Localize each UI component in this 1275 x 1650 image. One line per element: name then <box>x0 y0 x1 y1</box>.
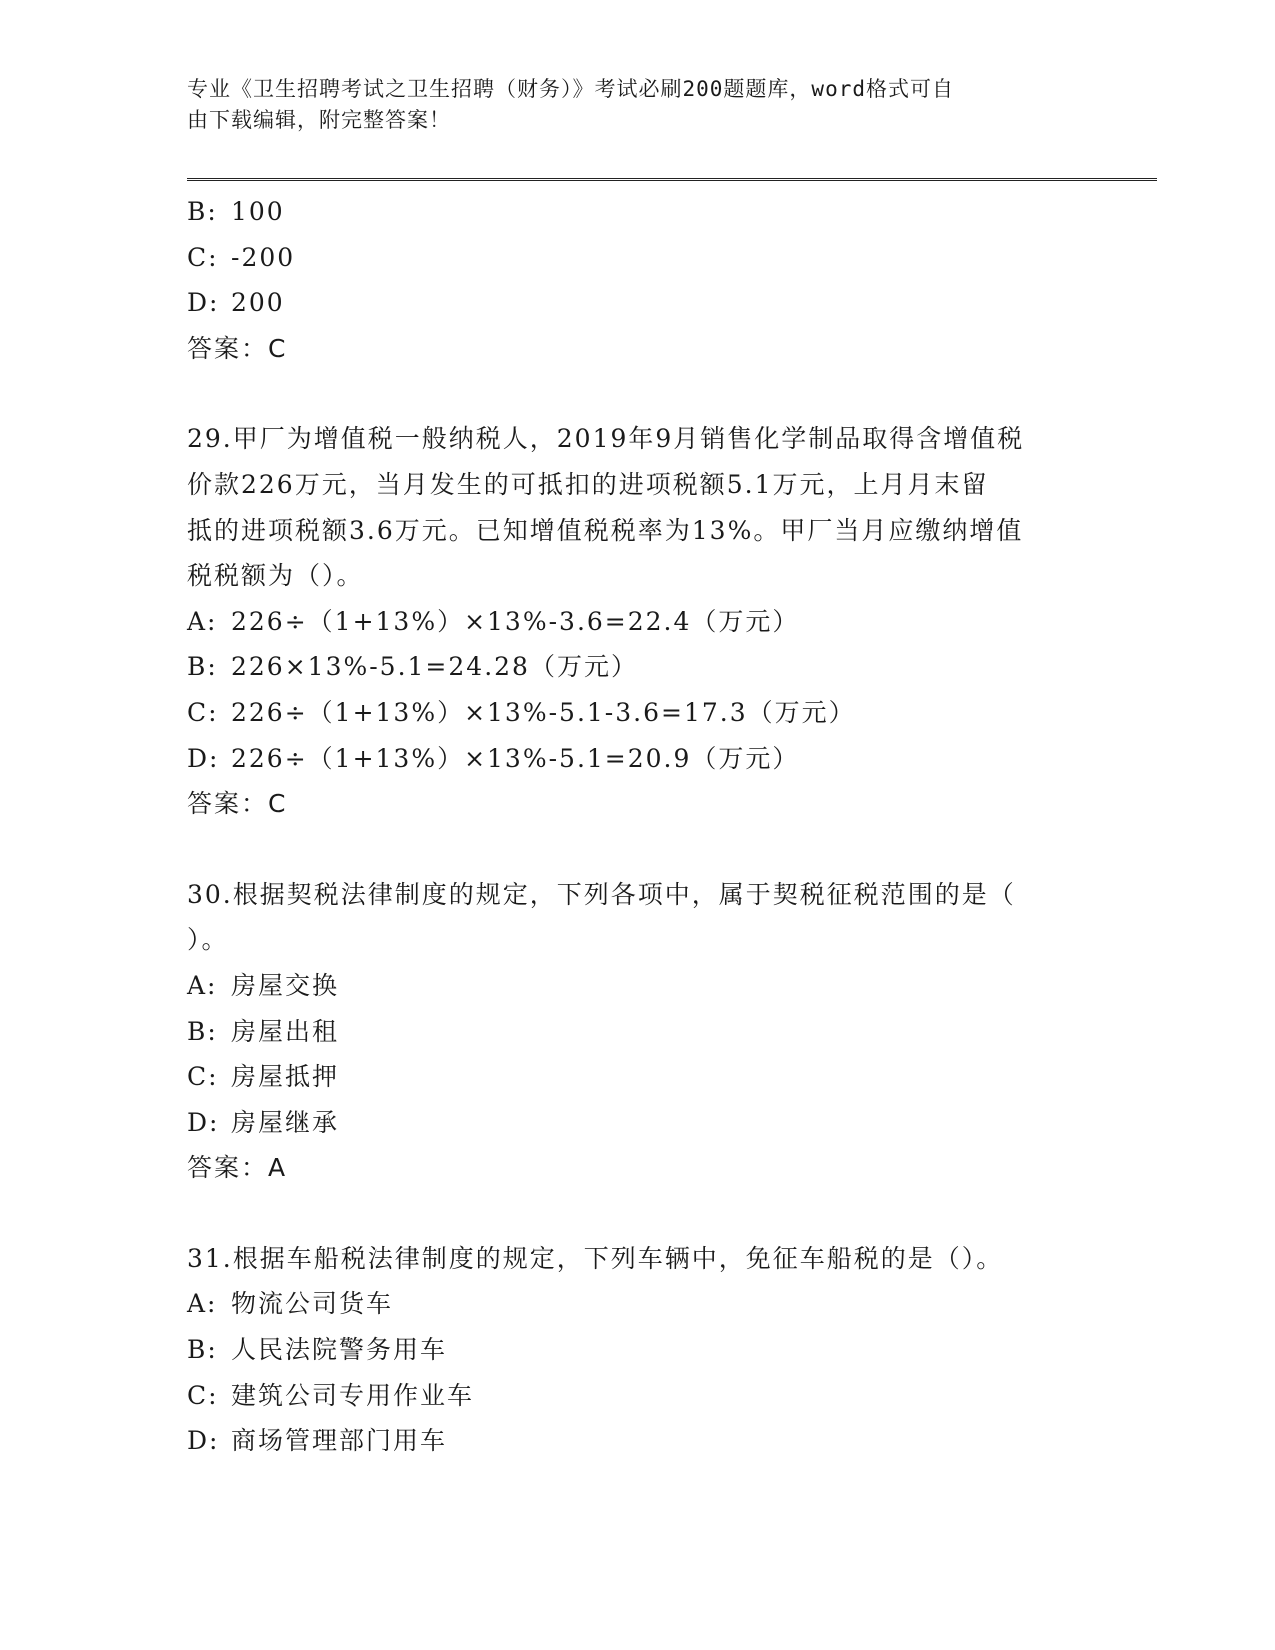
page-header <box>187 74 1067 136</box>
option-b: B: 人民法院警务用车 <box>187 1335 448 1365</box>
question-stem-line: 31.根据车船税法律制度的规定，下列车辆中，免征车船税的是（）。 <box>187 1243 1004 1273</box>
option-d: D: 200 <box>187 288 285 318</box>
question-31 <box>187 1236 1087 1464</box>
question-stem-line: ）。 <box>187 925 229 955</box>
question-stem-line: 价款226万元，当月发生的可抵扣的进项税额5.1万元，上月月末留 <box>187 469 989 499</box>
question-28-fragment <box>187 189 1087 371</box>
answer-line: 答案：C <box>187 333 288 363</box>
question-stem-line: 30.根据契税法律制度的规定，下列各项中，属于契税征税范围的是（ <box>187 879 1016 909</box>
option-c: C: 建筑公司专用作业车 <box>187 1380 475 1410</box>
header-line: 专业《卫生招聘考试之卫生招聘（财务）》考试必刷200题题库，word格式可自 <box>187 77 954 101</box>
option-d: D: 房屋继承 <box>187 1107 340 1137</box>
option-b: B: 房屋出租 <box>187 1016 340 1046</box>
option-a: A: 226÷（1+13%）×13%-3.6=22.4（万元） <box>187 606 800 636</box>
question-29 <box>187 416 1087 826</box>
answer-line: 答案：C <box>187 789 288 819</box>
header-line: 由下载编辑，附完整答案！ <box>187 108 451 132</box>
option-d: D: 226÷（1+13%）×13%-5.1=20.9（万元） <box>187 743 800 773</box>
option-a: A: 物流公司货车 <box>187 1289 394 1319</box>
option-c: C: -200 <box>187 242 296 272</box>
answer-line: 答案：A <box>187 1153 288 1183</box>
question-stem-line: 29.甲厂为增值税一般纳税人，2019年9月销售化学制品取得含增值税 <box>187 424 1025 454</box>
question-stem-line: 抵的进项税额3.6万元。已知增值税税率为13%。甲厂当月应缴纳增值 <box>187 515 1024 545</box>
question-stem-line: 税税额为（）。 <box>187 561 364 591</box>
question-30 <box>187 872 1087 1191</box>
option-a: A: 房屋交换 <box>187 970 340 1000</box>
option-b: B: 226×13%-5.1=24.28（万元） <box>187 652 638 682</box>
option-b: B: 100 <box>187 197 285 226</box>
document-body <box>187 189 1087 1464</box>
option-c: C: 226÷（1+13%）×13%-5.1-3.6=17.3（万元） <box>187 697 856 727</box>
header-divider <box>187 178 1157 181</box>
option-c: C: 房屋抵押 <box>187 1062 340 1092</box>
option-d: D: 商场管理部门用车 <box>187 1426 448 1456</box>
